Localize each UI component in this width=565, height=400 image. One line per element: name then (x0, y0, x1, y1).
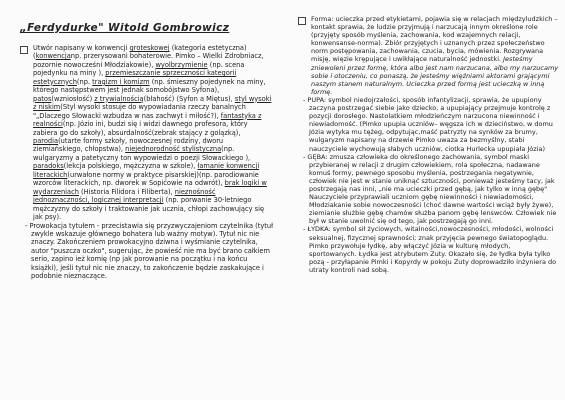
paragraph: Utwór napisany w konwencji groteskowej (kategoria estetyczna) (konwencjanp. przerysowani bohaterowie. Pimko – Wielki Zdrobniacz, pozornie nowocześni Młodziakowie), wyolbrzymienie (np. scena pojedynku na miny ), przemieszczanie sprzeczności kategorii estetycznych(np. tragizm i komizm (np. śmieszny pojedynek na miny, którego następstwem jest jednak somobójstwo Syfona), patos(wzniosłość) z trywialnością(błahość) (Syfon a Miętus), styl wysoki z niskim(Styl wysoki stosuje do wypowiadania rzeczy banalnych "„Dlaczego Słowacki wzbudza w nas zachwyt i miłość?), fantastyka z realności(np. Józio ini, budzi się i widzi dawnego profesora, który zabiera go do szkoły), absurdalność(zebrak stający z golązką), parodia(utarte formy szkoły, nowoczesnej rodziny, dworu ziemiańskiego, chłopstwa), niejednorodność stylistyczna(np. wulgaryzmy a patetyczny ton wypowiedzi o poezji Słowackiego ), paradoks(lekcja polskiego, mężczyzna w szkole), łamanie konwencji literackich(urwałone normy w praktyce pisarskiej)(np. parodiowanie wzorców literackich, np. dworek w Sopićowie na odwrót), brak logiki w wydarzeniach (Historia Filidora i Filiberta), nieznośność jednoznaczności, logicznej interpretacji (np. porwanie 30-letniego mężczyzny do szkoły i traktowanie jak ucznia, chłopi zachowujący się jak psy). (33, 44, 272, 222)
list-item (296, 96, 559, 153)
paragraph: - GĘBA: zmusza człowieka do określonego zachowania, symbol maski przybieranej w relacji z drugim człowiekiem, rola społeczna, nadawane komuś formy, pewnego sposobu myślenia, postrzegania negatywnie, człowiek nie jest w stanie uniknąć sztuczności, ponieważ jesteśmy tacy, jak postrzegają nas inni, „nie ma ucieczki przed gębą, jak tylko w inną gębę" Nauczyciele przyprawiali uczniom gębę niewinności i niewiadomości, Młodziakanie sobie nowoczesności (choć dawne wartości wciąż były żywe), ziemianie służbie gębę chamów służba panom gębę lenswców. Człowiek nie był w stanie uwolnić się od tego, jak postrzegają go inni. (303, 152, 557, 226)
checkbox-icon[interactable] (20, 46, 28, 54)
page-title: „Ferdydurke" Witold Gombrowicz (20, 22, 230, 34)
list-item (296, 15, 559, 96)
list-item (18, 44, 274, 222)
list-item (296, 153, 559, 226)
right-column (286, 0, 565, 274)
list-item (18, 222, 274, 281)
paragraph: - ŁYDKA: symbol sił życiowych, witalności,nowoczesności, młodości, wolności seksualnej, fizycznej sprawności; znak przyjęcia pewnego światopoglądu. Pimko przywołuje łydkę, aby włączyć Józia w kulturę młodych, sportowanych. Łydka jest atrybutem Zuty. Okazało się, że łydka była tylko pozą - przyłapanie Pimki i Kopyrdy w pokoju Zuty doprowadziło inżyniera do utraty kontroli nad sobą. (303, 225, 557, 274)
paragraph: Forma: ucieczka przed etykietami, pojawia się w relacjach międzyludzkich – kontakt sprawia, że ludzie przyjmują i narzucają innym określone role (przyjęty sposób myślenia, zachowania, kod wzajemnych relacji, konwensanse-norma). Zbiór przyjętych i uznanych przez społeczeństwo norm postępowania, zachowania, czucia, bycia, mówienia. Rozgrywana misję, więzie krępujące i uwikłające naturalność jednostki. Jesteśmy zniewoleni przez formę, która albo jest nam narzucana, albo my narzucamy sobie i otoczeniu, co ponaszą, że jesteśmy więźniami aktorami grającymi naszym stanem naturalnym. Ucieczka przed formą jest ucieczką w inną formę. (311, 15, 559, 96)
list-item (296, 225, 559, 274)
paragraph: - PUPA: symbol niedojrzałości, sposób infantylizacji, sprawia, że upupiony zaczyna postrzegać siebie jako dziecko, a upupiający przejmuje kontrolę z pozycji dorosłego. Nastolatkiem młodzieńczym narzucona niewinność i niewiadomość. (Pimko upupia uczniów– węgsza ich w dzieciństwo, w domu Józia wytyka mu tężeg, odpytując,maść patryzty na synków za brumy, wulgaryzm napisany na drzewie Pimko uwaza za bezmyślny, stabi nauczyciele wychowują słabych uczniów, ciotka Hurlecka upupiała Józia) (303, 95, 553, 153)
checkbox-icon[interactable] (298, 17, 306, 25)
left-column (0, 0, 282, 281)
paragraph: - Prowokacja tytułem - przecistawia się przyzwyczajeniom czytelnika (tytuł zwykle wskazuje głównego bohatera lub ważny motyw). Tytuł nic nie znaczy. Zakończeniem prowokacyjno dziwna i wyśmianie czytelnika, autor "puszcza oczko", sugerując, że powieść nie ma być brano całkiem serio, zapino ież komię (np jak porowanie na początku i na końcu książki), jeśli tytuł nic nie znaczy, to zakończenie będzie zaskakujące i podobnie nieznaczące. (25, 221, 273, 281)
